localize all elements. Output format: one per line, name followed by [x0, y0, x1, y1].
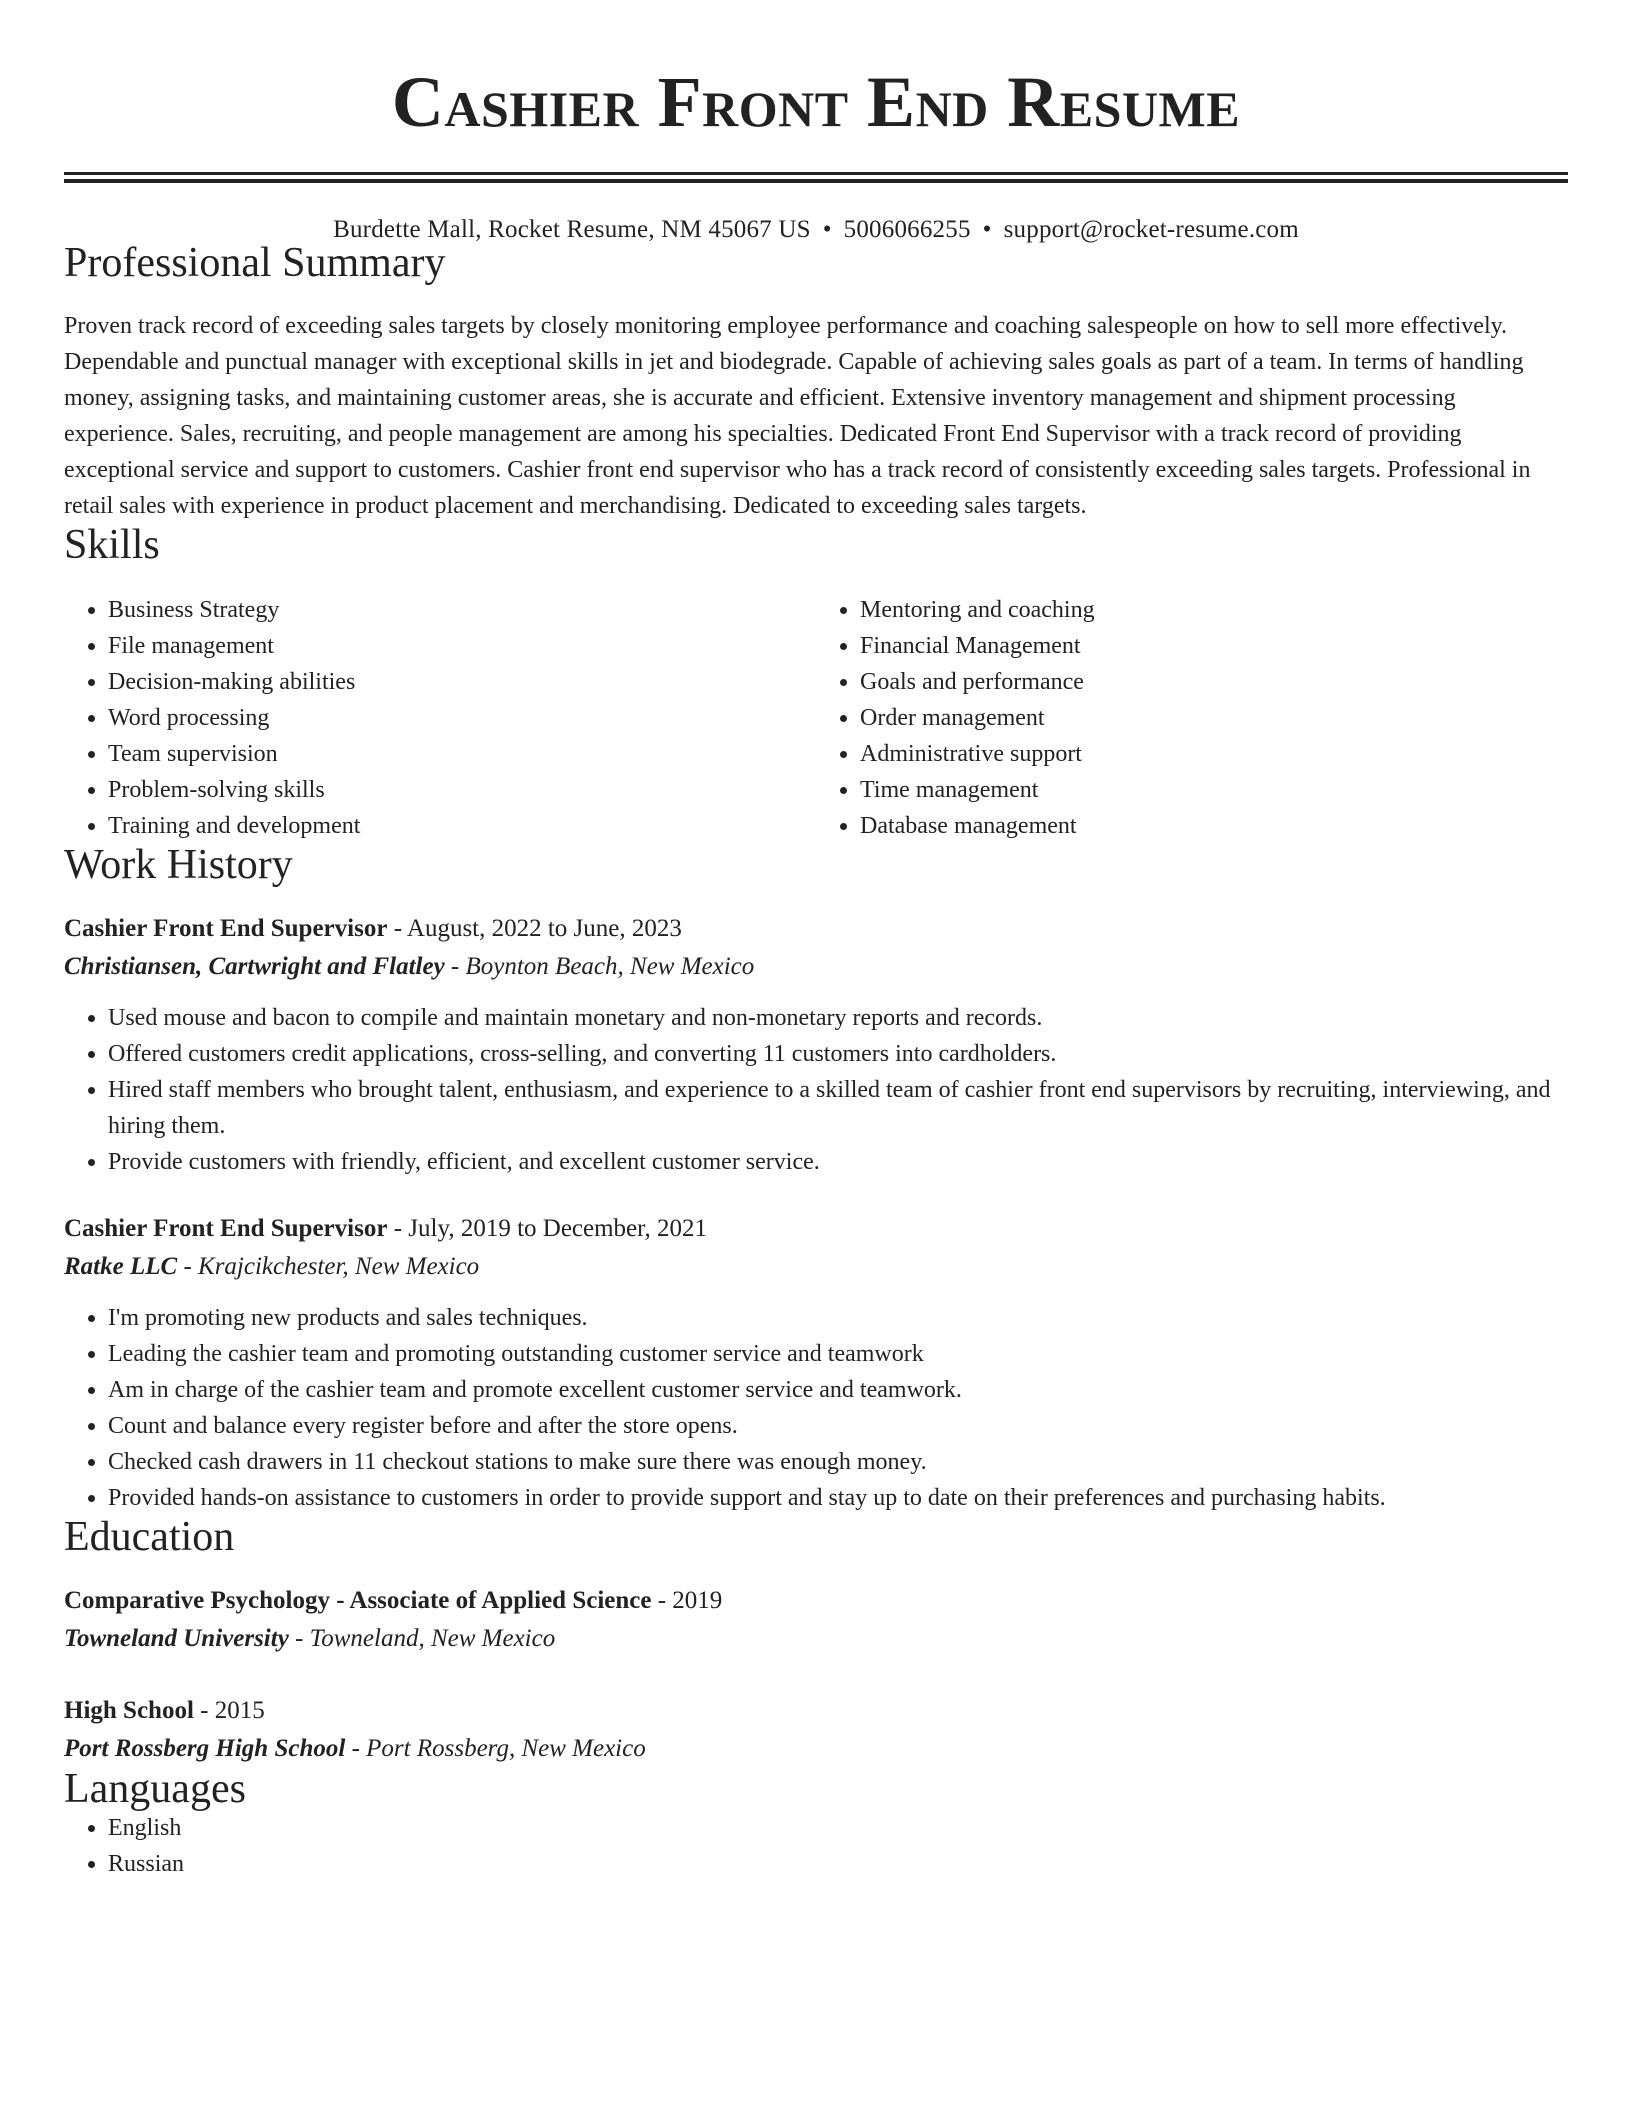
- education-entry: [64, 1692, 1568, 1768]
- job-dates: - July, 2019 to December, 2021: [387, 1215, 707, 1242]
- skill-item: • Database management: [860, 808, 1568, 844]
- education-entry: [64, 1582, 1568, 1658]
- skill-item: • File management: [108, 628, 816, 664]
- languages-heading: Languages: [64, 1766, 246, 1812]
- resume-name: Cashier Front End Resume: [391, 62, 1241, 142]
- skills-heading: Skills: [64, 522, 160, 568]
- skills-grid: [64, 592, 1568, 844]
- skill-item: • Time management: [860, 772, 1568, 808]
- job-header: [64, 910, 1568, 948]
- job-duty: • I'm promoting new products and sales techniques.: [108, 1300, 1568, 1336]
- job-duty: • Checked cash drawers in 11 checkout stations to make sure there was enough money.: [108, 1444, 1568, 1480]
- education-school: [64, 1620, 1568, 1658]
- job-header: [64, 1210, 1568, 1248]
- contact-email: support@rocket-resume.com: [1003, 216, 1299, 243]
- company-location: - Krajcikchester, New Mexico: [177, 1253, 480, 1280]
- school-location: - Port Rossberg, New Mexico: [345, 1735, 646, 1762]
- graduation-year: - 2019: [651, 1587, 723, 1614]
- contact-separator: •: [822, 216, 832, 243]
- skills-left-list: [64, 592, 816, 844]
- school-location: - Towneland, New Mexico: [288, 1625, 556, 1652]
- education-header: [64, 1692, 1568, 1730]
- graduation-year: - 2015: [193, 1697, 265, 1724]
- job-duty: • Count and balance every register before and after the store opens.: [108, 1408, 1568, 1444]
- job-duty: • Am in charge of the cashier team and promote excellent customer service and teamwork.: [108, 1372, 1568, 1408]
- language-item: • Russian: [108, 1846, 1568, 1882]
- job-duty: • Provide customers with friendly, efficient, and excellent customer service.: [108, 1144, 1568, 1180]
- job-duty: • Leading the cashier team and promoting outstanding customer service and teamwork: [108, 1336, 1568, 1372]
- education-heading: Education: [64, 1514, 235, 1560]
- job-title: Cashier Front End Supervisor: [64, 1215, 388, 1242]
- job-duty: • Provided hands-on assistance to customers in order to provide support and stay up to date on their preferences and purchasing habits.: [108, 1480, 1568, 1516]
- skill-item: • Word processing: [108, 700, 816, 736]
- skill-item: • Order management: [860, 700, 1568, 736]
- contact-line: [64, 217, 1568, 242]
- company-name: Ratke LLC: [64, 1253, 178, 1280]
- header-divider: [64, 172, 1568, 183]
- school-name: Port Rossberg High School: [64, 1735, 346, 1762]
- job-employer: [64, 948, 1568, 986]
- job-title: Cashier Front End Supervisor: [64, 915, 388, 942]
- skills-right-list: [816, 592, 1568, 844]
- education-header: [64, 1582, 1568, 1620]
- degree-name: High School: [64, 1697, 194, 1724]
- work-history-heading: Work History: [64, 842, 293, 888]
- skill-item: • Financial Management: [860, 628, 1568, 664]
- job-duties-list: [64, 1300, 1568, 1516]
- skill-item: • Mentoring and coaching: [860, 592, 1568, 628]
- contact-phone: 5006066255: [843, 216, 971, 243]
- contact-separator: •: [982, 216, 992, 243]
- summary-heading: Professional Summary: [64, 240, 446, 286]
- job-dates: - August, 2022 to June, 2023: [387, 915, 682, 942]
- job-duty: • Hired staff members who brought talent, enthusiasm, and experience to a skilled team of cashier front end supervisors by recruiting, interviewing, and hiring them.: [108, 1072, 1568, 1144]
- contact-address: Burdette Mall, Rocket Resume, NM 45067 US: [333, 216, 811, 243]
- skill-item: • Administrative support: [860, 736, 1568, 772]
- skill-item: • Goals and performance: [860, 664, 1568, 700]
- skill-item: • Business Strategy: [108, 592, 816, 628]
- job-duties-list: [64, 1000, 1568, 1180]
- job-entry: [64, 910, 1568, 1180]
- skill-item: • Team supervision: [108, 736, 816, 772]
- job-duty: • Used mouse and bacon to compile and maintain monetary and non-monetary reports and records.: [108, 1000, 1568, 1036]
- job-entry: [64, 1210, 1568, 1516]
- job-duty: • Offered customers credit applications, cross-selling, and converting 11 customers into cardholders.: [108, 1036, 1568, 1072]
- school-name: Towneland University: [64, 1625, 289, 1652]
- job-employer: [64, 1248, 1568, 1286]
- language-item: • English: [108, 1810, 1568, 1846]
- company-location: - Boynton Beach, New Mexico: [444, 953, 755, 980]
- degree-name: Comparative Psychology - Associate of Applied Science: [64, 1587, 652, 1614]
- skill-item: • Training and development: [108, 808, 816, 844]
- languages-list: [64, 1810, 1568, 1882]
- company-name: Christiansen, Cartwright and Flatley: [64, 953, 445, 980]
- skill-item: • Decision-making abilities: [108, 664, 816, 700]
- education-school: [64, 1730, 1568, 1768]
- skill-item: • Problem-solving skills: [108, 772, 816, 808]
- summary-text: Proven track record of exceeding sales targets by closely monitoring employee performance and coaching salespeople on how to sell more effectively. Dependable and punctual manager with exceptional skills in jet and biodegrade. Capable of achieving sales goals as part of a team. In terms of handling money, assigning tasks, and maintaining customer areas, she is accurate and efficient. Extensive inventory management and shipment processing experience. Sales, recruiting, and people management are among his specialties. Dedicated Front End Supervisor with a track record of providing exceptional service and support to customers. Cashier front end supervisor who has a track record of consistently exceeding sales targets. Professional in retail sales with experience in product placement and merchandising. Dedicated to exceeding sales targets.: [64, 313, 1531, 519]
